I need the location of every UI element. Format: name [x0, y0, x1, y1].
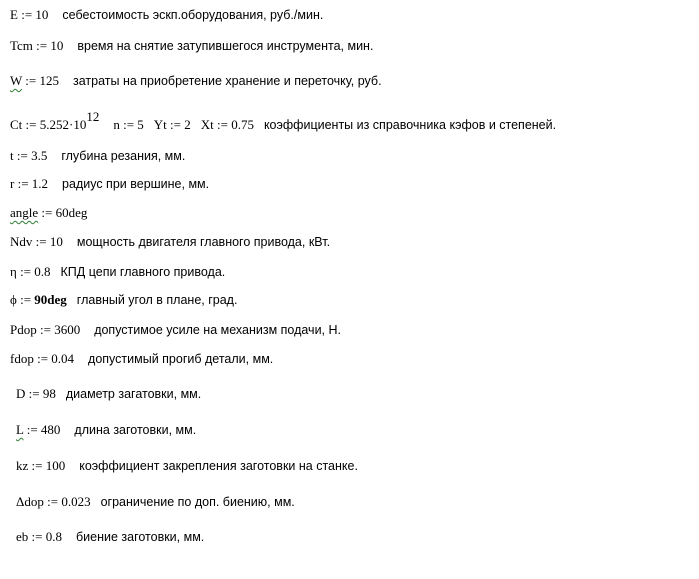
var-name: ϕ — [10, 292, 17, 307]
var-value: 10 — [50, 38, 64, 53]
assign-op: := — [22, 73, 40, 88]
var-value: 0.8 — [45, 529, 62, 544]
var-value: 0.04 — [51, 351, 75, 366]
worksheet-line-r[interactable] — [10, 175, 209, 193]
assign-op: := — [17, 7, 36, 22]
exponent: 12 — [86, 109, 100, 124]
comment-text: затраты на приобретение хранение и переточку, руб. — [73, 74, 382, 88]
worksheet-line-fdop[interactable] — [10, 350, 273, 368]
comment-text: мощность двигателя главного привода, кВт. — [76, 235, 331, 249]
var-name: Pdop — [10, 322, 37, 337]
worksheet-line-eb[interactable] — [16, 528, 204, 546]
comment-text: диаметр загатовки, мм. — [65, 387, 202, 401]
var-value: 90deg — [34, 292, 67, 307]
var-name: t — [10, 148, 14, 163]
assign-op: := — [13, 148, 32, 163]
assign-op: := — [36, 322, 55, 337]
assign-op: := — [14, 176, 32, 191]
var-name: n — [113, 117, 120, 132]
var-value: 0.8 — [34, 264, 51, 279]
var-value: 10 — [49, 234, 63, 249]
assign-op: := — [16, 292, 35, 307]
worksheet-line-phi[interactable] — [10, 291, 237, 309]
assign-op: := — [16, 264, 35, 279]
var-name: Tcm — [10, 38, 33, 53]
comment-text: коэффициенты из справочника кэфов и степеней. — [263, 118, 557, 132]
assign-op: := — [32, 234, 50, 249]
var-value: 5.252·10 — [39, 117, 87, 132]
comment-text: себестоимость эскп.оборудования, руб./мин. — [62, 8, 324, 22]
assign-op: := — [213, 117, 232, 132]
worksheet-line-Tcm[interactable] — [10, 37, 373, 55]
comment-text: главный угол в плане, град. — [76, 293, 238, 307]
comment-text: КПД цепи главного привода. — [60, 265, 226, 279]
comment-text: радиус при вершине, мм. — [62, 177, 210, 191]
assign-op: := — [32, 38, 51, 53]
var-name: Ct — [10, 117, 23, 132]
var-value: 125 — [39, 73, 59, 88]
var-name: Yt — [153, 117, 167, 132]
worksheet-line-t[interactable] — [10, 147, 185, 165]
var-value: 3600 — [54, 322, 81, 337]
comment-text: биение заготовки, мм. — [75, 530, 205, 544]
assign-op: := — [166, 117, 185, 132]
var-name: Xt — [200, 117, 214, 132]
var-value: 3.5 — [31, 148, 48, 163]
var-value: 2 — [184, 117, 191, 132]
var-name: Ndv — [10, 234, 33, 249]
assign-op: := — [43, 494, 62, 509]
var-value: 10 — [35, 7, 49, 22]
assign-op: := — [25, 386, 43, 401]
comment-text: допустимый прогиб детали, мм. — [88, 352, 274, 366]
worksheet-line-D[interactable] — [16, 385, 201, 403]
var-value: 5 — [137, 117, 144, 132]
assign-op: := — [28, 529, 46, 544]
var-name: r — [10, 176, 15, 191]
var-name: eb — [16, 529, 29, 544]
var-value: 0.75 — [231, 117, 254, 132]
worksheet-line-W[interactable] — [10, 72, 382, 90]
var-value: 1.2 — [31, 176, 49, 191]
var-name: η — [10, 264, 17, 279]
var-value: 98 — [42, 386, 56, 401]
var-name: E — [10, 7, 18, 22]
var-value: 60deg — [55, 205, 88, 220]
var-name: Δdop — [16, 494, 44, 509]
comment-text: длина заготовки, мм. — [74, 423, 197, 437]
var-name: angle — [10, 205, 39, 220]
comment-text: допустимое усиле на механизм подачи, Н. — [94, 323, 342, 337]
assign-op: := — [23, 422, 41, 437]
comment-text: время на снятие затупившегося инструмента, мин. — [77, 39, 374, 53]
worksheet-line-kz[interactable] — [16, 457, 358, 475]
var-value: 480 — [40, 422, 61, 437]
var-name: W — [10, 73, 23, 88]
assign-op: := — [22, 117, 40, 132]
worksheet-line-Ndv[interactable] — [10, 233, 330, 251]
var-name: D — [16, 386, 26, 401]
var-value: 0.023 — [61, 494, 91, 509]
var-name: kz — [16, 458, 29, 473]
comment-text: ограничение по доп. биению, мм. — [100, 495, 295, 509]
worksheet-line-Pdop[interactable] — [10, 321, 341, 339]
var-name: fdop — [10, 351, 34, 366]
comment-text: коэффициент закрепления заготовки на станке. — [79, 459, 358, 473]
var-name: L — [16, 422, 24, 437]
worksheet-line-coefficients[interactable] — [10, 109, 557, 134]
assign-op: := — [28, 458, 46, 473]
comment-text: глубина резания, мм. — [61, 149, 186, 163]
worksheet-line-E[interactable] — [10, 6, 323, 24]
worksheet-line-delta-dop[interactable] — [16, 493, 295, 511]
worksheet-line-eta[interactable] — [10, 263, 225, 281]
worksheet-line-angle[interactable] — [10, 204, 87, 222]
assign-op: := — [38, 205, 56, 220]
assign-op: := — [119, 117, 138, 132]
assign-op: := — [33, 351, 52, 366]
worksheet-line-L[interactable] — [16, 421, 196, 439]
var-value: 100 — [45, 458, 66, 473]
